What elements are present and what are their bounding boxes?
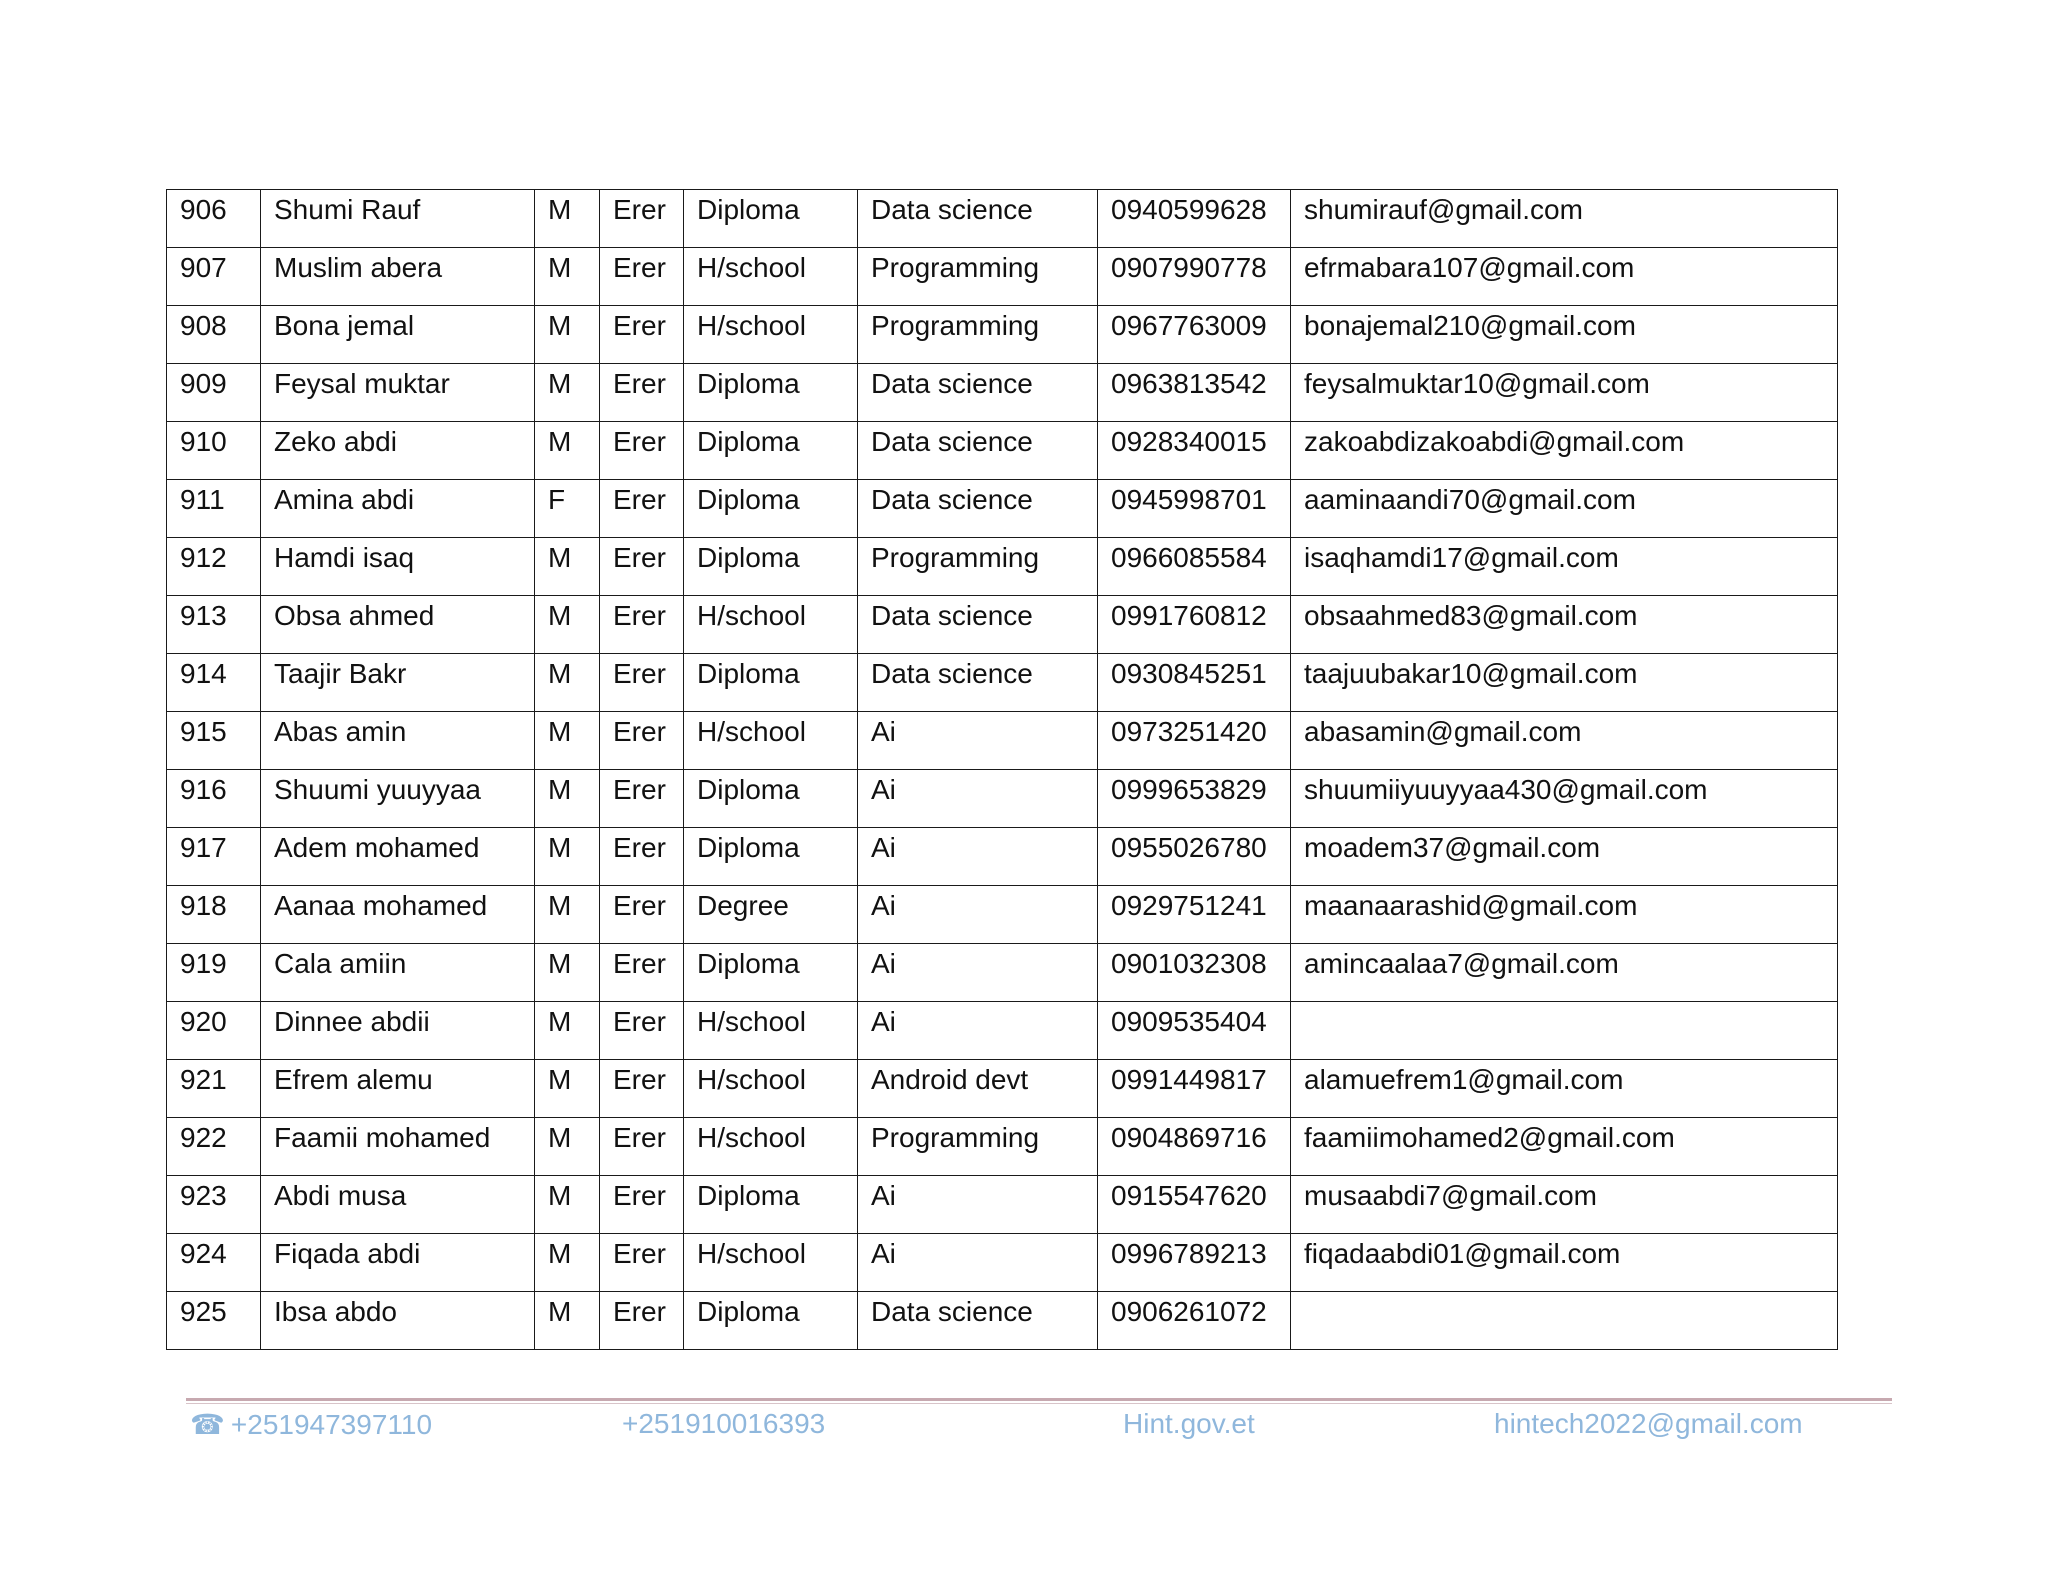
cell-field: Programming [858,538,1098,596]
cell-sex: M [535,306,600,364]
cell-field: Ai [858,886,1098,944]
cell-education: Diploma [684,1176,858,1234]
cell-field: Programming [858,248,1098,306]
table-row [167,190,1838,248]
cell-number: 908 [167,306,261,364]
table-row [167,828,1838,886]
table-row [167,422,1838,480]
cell-location: Erer [600,654,684,712]
cell-name: Bona jemal [261,306,535,364]
cell-number: 915 [167,712,261,770]
cell-phone: 0996789213 [1098,1234,1291,1292]
cell-phone: 0991449817 [1098,1060,1291,1118]
cell-field: Ai [858,1176,1098,1234]
cell-sex: M [535,654,600,712]
cell-location: Erer [600,1002,684,1060]
cell-field: Ai [858,944,1098,1002]
cell-name: Ibsa abdo [261,1292,535,1350]
cell-sex: M [535,596,600,654]
cell-phone: 0955026780 [1098,828,1291,886]
footer-phone-1-number: +251947397110 [230,1409,433,1440]
cell-name: Shuumi yuuyyaa [261,770,535,828]
cell-location: Erer [600,538,684,596]
cell-email [1291,1292,1838,1350]
cell-field: Ai [858,1002,1098,1060]
cell-email: faamiimohamed2@gmail.com [1291,1118,1838,1176]
cell-name: Aanaa mohamed [261,886,535,944]
cell-education: H/school [684,1002,858,1060]
footer-phone-1 [190,1408,432,1441]
cell-location: Erer [600,422,684,480]
table-row [167,1234,1838,1292]
table-row [167,712,1838,770]
cell-field: Programming [858,1118,1098,1176]
cell-email: isaqhamdi17@gmail.com [1291,538,1838,596]
cell-field: Ai [858,770,1098,828]
cell-name: Amina abdi [261,480,535,538]
footer-divider-thin [186,1403,1892,1404]
cell-email: maanaarashid@gmail.com [1291,886,1838,944]
cell-phone: 0929751241 [1098,886,1291,944]
table-row [167,248,1838,306]
cell-number: 924 [167,1234,261,1292]
footer-phone-2 [616,1408,825,1440]
cell-sex: M [535,248,600,306]
cell-phone: 0940599628 [1098,190,1291,248]
cell-sex: M [535,1060,600,1118]
cell-phone: 0963813542 [1098,364,1291,422]
cell-sex: M [535,1118,600,1176]
cell-sex: F [535,480,600,538]
cell-email: obsaahmed83@gmail.com [1291,596,1838,654]
cell-location: Erer [600,770,684,828]
cell-education: Diploma [684,480,858,538]
cell-name: Cala amiin [261,944,535,1002]
cell-name: Faamii mohamed [261,1118,535,1176]
cell-phone: 0973251420 [1098,712,1291,770]
cell-education: Diploma [684,422,858,480]
cell-phone: 0906261072 [1098,1292,1291,1350]
cell-field: Data science [858,596,1098,654]
cell-location: Erer [600,190,684,248]
cell-education: Diploma [684,364,858,422]
cell-education: Diploma [684,654,858,712]
footer-phone-2-number: +251910016393 [622,1408,826,1439]
cell-email: abasamin@gmail.com [1291,712,1838,770]
cell-email: feysalmuktar10@gmail.com [1291,364,1838,422]
table-row [167,596,1838,654]
cell-field: Ai [858,1234,1098,1292]
cell-email: shuumiiyuuyyaa430@gmail.com [1291,770,1838,828]
cell-field: Programming [858,306,1098,364]
cell-email [1291,1002,1838,1060]
cell-location: Erer [600,1060,684,1118]
cell-email: moadem37@gmail.com [1291,828,1838,886]
cell-field: Data science [858,480,1098,538]
table-row [167,1002,1838,1060]
cell-number: 920 [167,1002,261,1060]
cell-education: Diploma [684,770,858,828]
cell-sex: M [535,886,600,944]
cell-email: aaminaandi70@gmail.com [1291,480,1838,538]
cell-education: H/school [684,306,858,364]
cell-number: 916 [167,770,261,828]
cell-phone: 0909535404 [1098,1002,1291,1060]
cell-education: H/school [684,712,858,770]
cell-location: Erer [600,886,684,944]
cell-phone: 0907990778 [1098,248,1291,306]
cell-sex: M [535,422,600,480]
cell-education: Diploma [684,1292,858,1350]
cell-name: Adem mohamed [261,828,535,886]
cell-location: Erer [600,828,684,886]
cell-email: taajuubakar10@gmail.com [1291,654,1838,712]
cell-email: efrmabara107@gmail.com [1291,248,1838,306]
table-row [167,770,1838,828]
cell-field: Data science [858,422,1098,480]
cell-email: fiqadaabdi01@gmail.com [1291,1234,1838,1292]
footer-website-link[interactable]: Hint.gov.et [1123,1408,1255,1439]
table-row [167,1176,1838,1234]
cell-education: H/school [684,1118,858,1176]
cell-number: 906 [167,190,261,248]
cell-field: Data science [858,364,1098,422]
table-body [167,190,1838,1350]
cell-email: alamuefrem1@gmail.com [1291,1060,1838,1118]
cell-name: Muslim abera [261,248,535,306]
cell-name: Dinnee abdii [261,1002,535,1060]
cell-sex: M [535,770,600,828]
cell-location: Erer [600,480,684,538]
table-row [167,1292,1838,1350]
cell-location: Erer [600,944,684,1002]
cell-location: Erer [600,306,684,364]
table-row [167,306,1838,364]
cell-field: Ai [858,828,1098,886]
cell-number: 907 [167,248,261,306]
cell-phone: 0928340015 [1098,422,1291,480]
cell-email: amincaalaa7@gmail.com [1291,944,1838,1002]
cell-number: 914 [167,654,261,712]
cell-field: Data science [858,1292,1098,1350]
cell-name: Fiqada abdi [261,1234,535,1292]
cell-phone: 0999653829 [1098,770,1291,828]
cell-sex: M [535,1176,600,1234]
cell-name: Shumi Rauf [261,190,535,248]
table-row [167,364,1838,422]
cell-location: Erer [600,712,684,770]
cell-number: 917 [167,828,261,886]
cell-education: Diploma [684,828,858,886]
cell-sex: M [535,364,600,422]
table-row [167,654,1838,712]
cell-number: 925 [167,1292,261,1350]
cell-education: H/school [684,248,858,306]
cell-number: 909 [167,364,261,422]
cell-name: Taajir Bakr [261,654,535,712]
table-row [167,944,1838,1002]
cell-name: Abas amin [261,712,535,770]
cell-education: H/school [684,1234,858,1292]
cell-education: Diploma [684,944,858,1002]
cell-location: Erer [600,364,684,422]
cell-location: Erer [600,596,684,654]
cell-email: zakoabdizakoabdi@gmail.com [1291,422,1838,480]
cell-name: Abdi musa [261,1176,535,1234]
cell-phone: 0930845251 [1098,654,1291,712]
cell-phone: 0966085584 [1098,538,1291,596]
table-row [167,1118,1838,1176]
cell-number: 910 [167,422,261,480]
cell-field: Data science [858,654,1098,712]
cell-name: Feysal muktar [261,364,535,422]
cell-number: 923 [167,1176,261,1234]
cell-number: 918 [167,886,261,944]
cell-number: 913 [167,596,261,654]
cell-location: Erer [600,1118,684,1176]
cell-sex: M [535,1292,600,1350]
registration-table [166,189,1838,1350]
page-footer [0,1408,2048,1448]
cell-name: Hamdi isaq [261,538,535,596]
cell-name: Obsa ahmed [261,596,535,654]
table-row [167,886,1838,944]
footer-email-link[interactable]: hintech2022@gmail.com [1494,1408,1803,1439]
cell-field: Android devt [858,1060,1098,1118]
cell-location: Erer [600,248,684,306]
cell-phone: 0945998701 [1098,480,1291,538]
cell-sex: M [535,190,600,248]
cell-sex: M [535,944,600,1002]
cell-number: 921 [167,1060,261,1118]
cell-number: 912 [167,538,261,596]
cell-education: Diploma [684,190,858,248]
cell-sex: M [535,828,600,886]
cell-phone: 0904869716 [1098,1118,1291,1176]
cell-education: H/school [684,596,858,654]
cell-sex: M [535,712,600,770]
telephone-icon: ☎ [190,1409,225,1440]
cell-location: Erer [600,1234,684,1292]
cell-phone: 0901032308 [1098,944,1291,1002]
table-row [167,538,1838,596]
cell-phone: 0967763009 [1098,306,1291,364]
cell-sex: M [535,538,600,596]
footer-divider [186,1398,1892,1401]
cell-phone: 0915547620 [1098,1176,1291,1234]
cell-location: Erer [600,1176,684,1234]
cell-phone: 0991760812 [1098,596,1291,654]
cell-education: H/school [684,1060,858,1118]
cell-email: shumirauf@gmail.com [1291,190,1838,248]
cell-number: 919 [167,944,261,1002]
cell-number: 922 [167,1118,261,1176]
cell-name: Zeko abdi [261,422,535,480]
cell-name: Efrem alemu [261,1060,535,1118]
cell-sex: M [535,1234,600,1292]
cell-email: bonajemal210@gmail.com [1291,306,1838,364]
cell-education: Degree [684,886,858,944]
cell-field: Data science [858,190,1098,248]
table-row [167,480,1838,538]
cell-number: 911 [167,480,261,538]
cell-field: Ai [858,712,1098,770]
table-row [167,1060,1838,1118]
cell-sex: M [535,1002,600,1060]
cell-email: musaabdi7@gmail.com [1291,1176,1838,1234]
cell-education: Diploma [684,538,858,596]
cell-location: Erer [600,1292,684,1350]
